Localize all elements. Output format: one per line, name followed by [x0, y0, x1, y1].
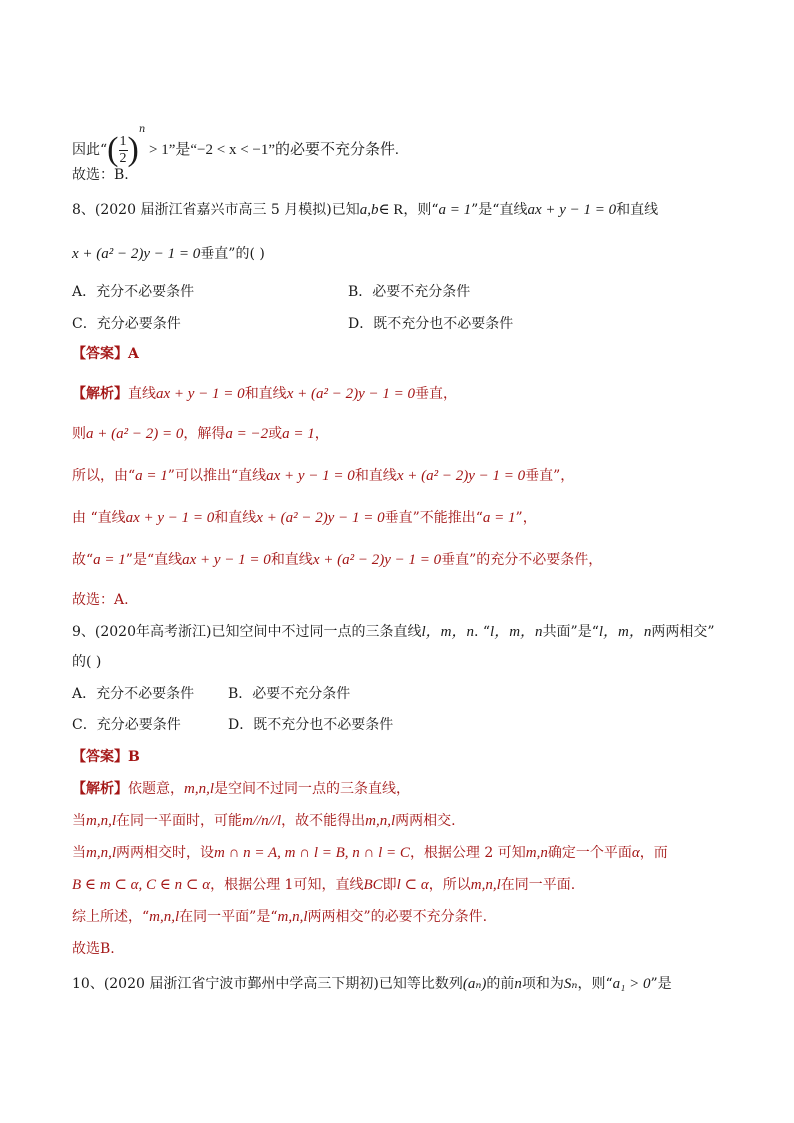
answer-9: 【答案】B	[72, 749, 140, 765]
analysis-9-line-5: 综上所述，“m,n,l在同一平面”是“m,n,l两两相交”的必要不充分条件.	[72, 909, 488, 925]
analysis-9-line-1: 【解析】依题意，m,n,l是空间不过同一点的三条直线，	[72, 781, 410, 797]
analysis-8-done: 故选：A.	[72, 592, 129, 608]
option-8b: B．必要不充分条件	[348, 284, 471, 300]
analysis-8-line-1: 【解析】直线ax + y − 1 = 0和直线x + (a² − 2)y − 1 = 0垂直，	[72, 386, 457, 402]
answer-8: 【答案】A	[72, 346, 139, 362]
question-8-line-1: 8、(2020 届浙江省嘉兴市高三 5 月模拟)已知a,b∈ R，则“a = 1”是“直线ax + y − 1 = 0和直线	[72, 202, 659, 218]
option-8d: D．既不充分也不必要条件	[348, 316, 514, 332]
analysis-9-done: 故选B.	[72, 941, 115, 957]
analysis-8-line-4: 由 “直线ax + y − 1 = 0和直线x + (a² − 2)y − 1 = 0垂直”不能推出“a = 1”，	[72, 510, 537, 526]
conclusion-line: 因此“( $\frac{1}{2}$ )$^n$ > 1”是“−2 < x < −1”的必要不充分条件.	[72, 124, 399, 168]
question-9-line-2: 的( )	[72, 654, 102, 670]
option-8c: C．充分必要条件	[72, 316, 181, 332]
option-9d: D．既不充分也不必要条件	[228, 717, 394, 733]
option-9b: B．必要不充分条件	[228, 686, 351, 702]
question-9-line-1: 9、(2020年高考浙江)已知空间中不过同一点的三条直线l，m，n. “l，m，n共面”是“l，m，n两两相交”	[72, 624, 715, 640]
analysis-8-line-5: 故“a = 1”是“直线ax + y − 1 = 0和直线x + (a² − 2)y − 1 = 0垂直”的充分不必要条件，	[72, 552, 603, 568]
analysis-8-line-2: 则a + (a² − 2) = 0，解得a = −2或a = 1，	[72, 426, 329, 442]
text: > 1”是“−2 < x < −1”的必要不充分条件.	[145, 142, 399, 158]
analysis-9-line-3: 当m,n,l两两相交时，设m ∩ n = A, m ∩ l = B, n ∩ l = C，根据公理 2 可知m,n确定一个平面α，而	[72, 845, 668, 861]
analysis-8-line-3: 所以，由“a = 1”可以推出“直线ax + y − 1 = 0和直线x + (a² − 2)y − 1 = 0垂直”，	[72, 468, 575, 484]
option-8a: A．充分不必要条件	[72, 284, 195, 300]
exponent: n	[138, 124, 146, 135]
question-10-line-1: 10、(2020 届浙江省宁波市鄞州中学高三下期初)已知等比数列(aₙ)的前n项和为Sₙ，则“a₁ > 0”是	[72, 976, 672, 992]
choose-line: 故选：B.	[72, 167, 129, 183]
option-9a: A．充分不必要条件	[72, 686, 195, 702]
analysis-9-line-2: 当m,n,l在同一平面时，可能m//n//l，故不能得出m,n,l两两相交.	[72, 813, 456, 829]
text: 因此“	[72, 142, 108, 158]
question-8-line-2: x + (a² − 2)y − 1 = 0垂直”的( )	[72, 246, 265, 262]
analysis-9-line-4: B ∈ m ⊂ α, C ∈ n ⊂ α，根据公理 1可知，直线BC即l ⊂ α，所以m,n,l在同一平面.	[72, 877, 576, 893]
option-9c: C．充分必要条件	[72, 717, 181, 733]
fraction: $\frac{1}{2}$	[119, 133, 127, 166]
